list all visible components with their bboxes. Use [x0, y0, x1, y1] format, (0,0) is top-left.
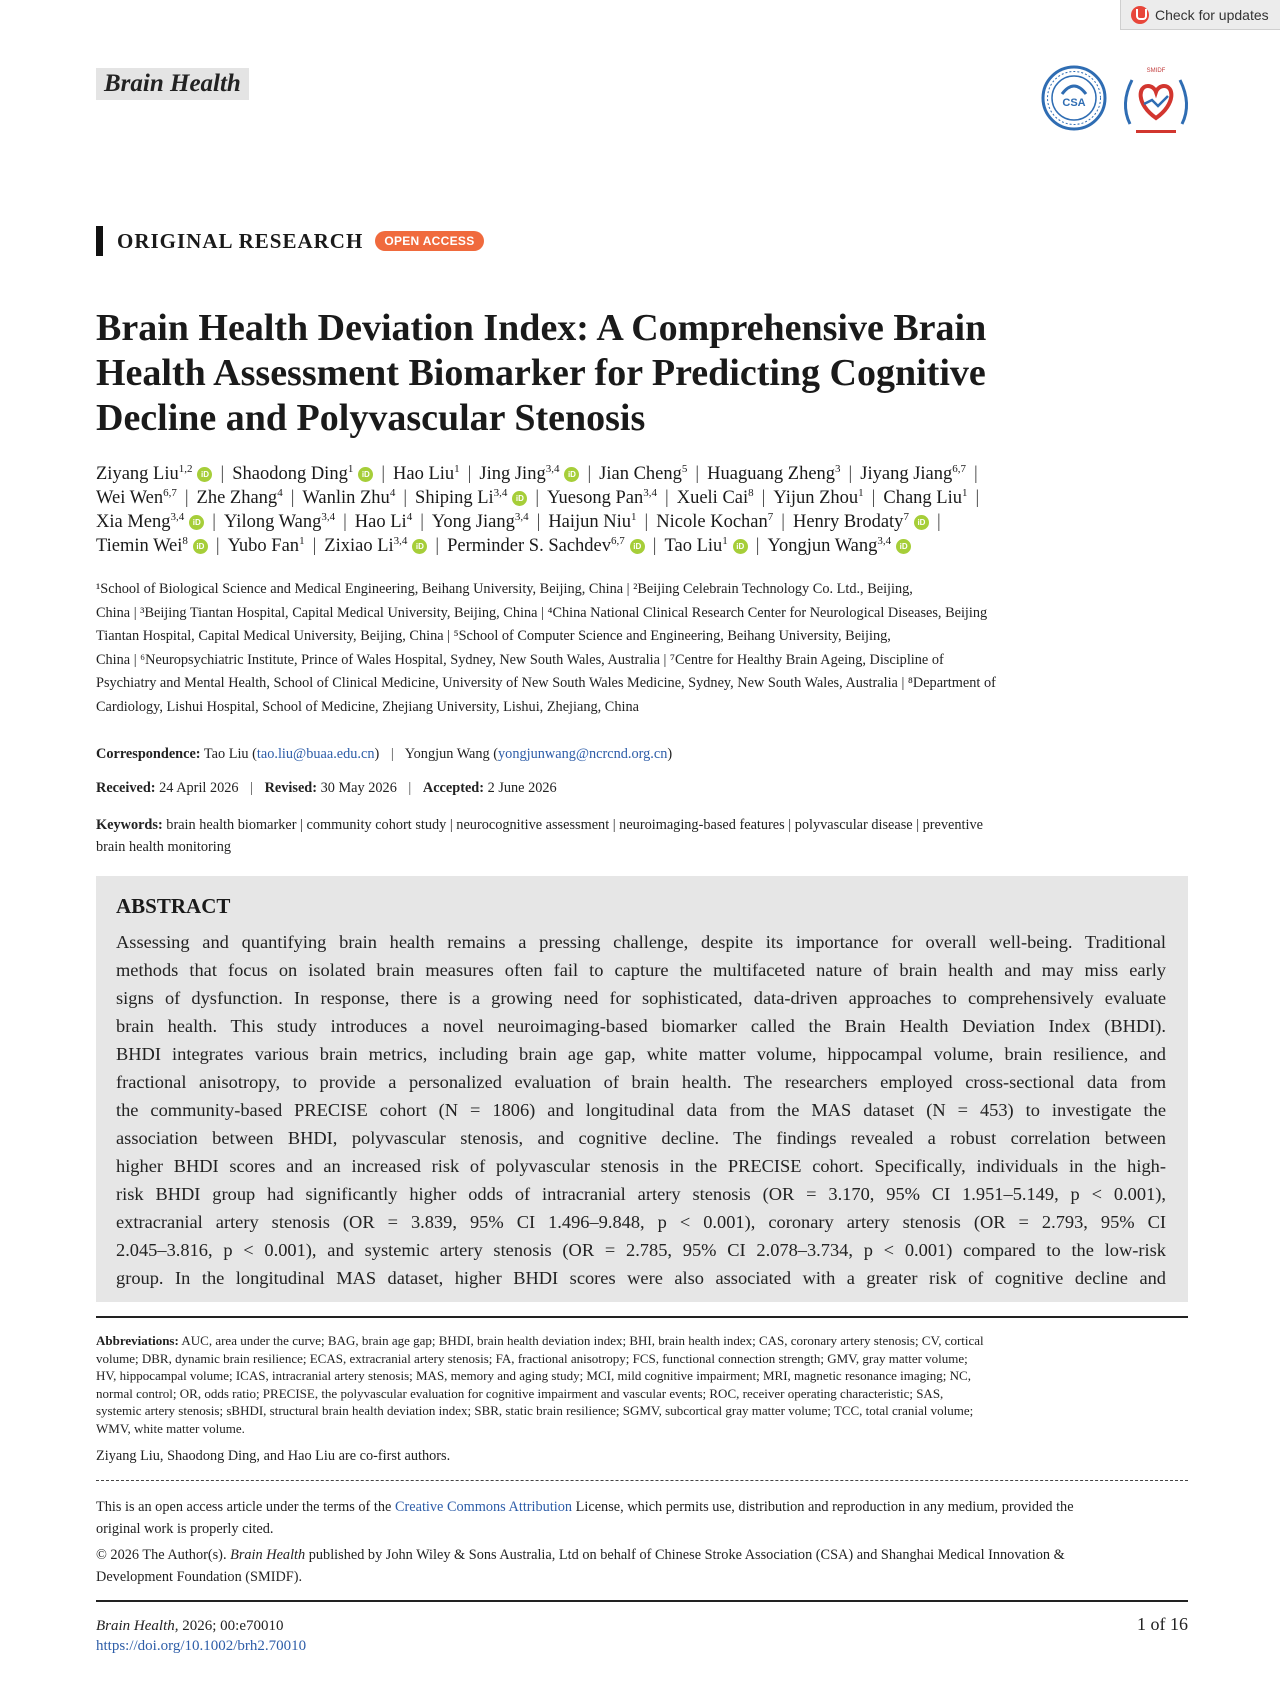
copyright-statement [96, 1544, 1188, 1588]
author-affiliation-sup: 8 [182, 534, 188, 547]
csa-logo [1040, 64, 1108, 132]
correspondence-label: Correspondence: [96, 746, 201, 762]
abbreviations-line: HV, hippocampal volume; ICAS, intracranial artery stenosis; MAS, memory and aging study; MCI, mild cognitive impairment; MRI, magnetic resonance imaging; NC, [96, 1368, 971, 1383]
author-affiliation-sup: 4 [406, 510, 413, 523]
license-statement [96, 1496, 1188, 1540]
correspondent-name: Tao Liu [203, 746, 249, 762]
author-name: Xueli Cai [676, 488, 749, 508]
author-affiliation-sup: 5 [681, 462, 688, 475]
abstract-line: risk BHDI group had significantly higher odds of intracranial artery stenosis (OR = 3.170, 95% CI 1.951–5.149, p < 0.001), [116, 1184, 1166, 1204]
abbreviations-line: volume; DBR, dynamic brain resilience; ECAS, extracranial artery stenosis; FA, fractional anisotropy; FCS, functional connection strength; GMV, gray matter volume; [96, 1350, 968, 1366]
author-separator: | [848, 464, 853, 484]
orcid-icon[interactable]: iD [896, 539, 911, 554]
abstract-line: extracranial artery stenosis (OR = 3.839, 95% CI 1.496–9.848, p < 0.001), coronary artery stenosis (OR = 2.793, 95% CI [116, 1212, 1166, 1232]
revised-label: Revised: [264, 780, 318, 796]
author-separator: | [420, 512, 424, 532]
title-line: Decline and Polyvascular Stenosis [96, 397, 646, 439]
check-for-updates-label: Check for updates [1155, 6, 1269, 23]
author-affiliation-sup: 3,4 [643, 486, 657, 499]
separator: | [250, 780, 254, 796]
author-separator: | [974, 464, 978, 484]
abstract-line: brain health. This study introduces a novel neuroimaging-based biomarker called the Brain Health Deviation Index (BHDI). [116, 1016, 1166, 1036]
author-affiliation-sup: 3,4 [545, 462, 560, 475]
author-name: Hao Li [354, 512, 407, 532]
author-line [96, 486, 1206, 510]
author-separator: | [644, 512, 649, 532]
author-affiliation-sup: 3,4 [393, 534, 408, 547]
author-affiliation-sup: 1 [347, 462, 354, 475]
license-text: This is an open access article under the terms of the [96, 1499, 392, 1515]
check-for-updates-button[interactable] [1120, 0, 1280, 30]
author-separator: | [435, 536, 440, 556]
author-separator: | [467, 464, 472, 484]
orcid-icon[interactable]: iD [733, 539, 748, 554]
affiliation-line: ¹School of Biological Science and Medical Engineering, Beihang University, Beijing, China | ²Beijing Celebrain Technology Co. Ltd., Beijing, [96, 581, 913, 597]
author-separator: | [665, 488, 669, 508]
abbreviations-line: WMV, white matter volume. [96, 1420, 245, 1436]
author-affiliation-sup: 1 [631, 510, 637, 523]
crossmark-icon [1131, 6, 1149, 24]
author-separator: | [761, 488, 766, 508]
author-name: Ziyang Liu [96, 464, 179, 484]
article-title [96, 306, 1196, 441]
author-affiliation-sup: 7 [767, 510, 774, 523]
received-date: 24 April 2026 [159, 780, 239, 796]
author-name: Tiemin Wei [96, 536, 183, 556]
author-separator: | [381, 464, 386, 484]
orcid-icon[interactable]: iD [197, 467, 212, 482]
affiliation-line: China | ³Beijing Tiantan Hospital, Capital Medical University, Beijing, China | ⁴China National Clinical Research Center for Neurological Diseases, Beijing [96, 604, 988, 621]
copyright-text: Development Foundation (SMIDF). [96, 1569, 303, 1585]
author-name: Yuesong Pan [547, 488, 644, 508]
received-label: Received: [96, 780, 156, 796]
abbreviations-line: systemic artery stenosis; sBHDI, structural brain health deviation index; SBR, static brain resilience; SGMV, subcortical gray matter volume; TCC, total cranial volume; [96, 1403, 974, 1418]
footer-divider [96, 1600, 1188, 1602]
author-affiliation-sup: 3 [835, 462, 841, 475]
author-name: Zhe Zhang [196, 488, 278, 508]
author-affiliation-sup: 3,4 [493, 486, 508, 499]
orcid-icon[interactable]: iD [564, 467, 579, 482]
abstract-line: BHDI integrates various brain metrics, including brain age gap, white matter volume, hippocampal volume, brain resilience, and [116, 1044, 1166, 1064]
society-logos [1040, 64, 1196, 140]
license-text: original work is properly cited. [96, 1521, 274, 1537]
author-affiliation-sup: 3,4 [514, 510, 529, 523]
dashed-divider [96, 1480, 1188, 1481]
abstract-line: fractional anisotropy, to provide a personalized evaluation of brain health. The researchers employed cross-sectional data from [116, 1072, 1166, 1092]
license-text: License, which permits use, distribution and reproduction in any medium, provided the [575, 1499, 1074, 1515]
orcid-icon[interactable]: iD [358, 467, 373, 482]
author-name: Tao Liu [664, 536, 723, 556]
author-name: Nicole Kochan [656, 512, 768, 532]
author-separator: | [587, 464, 592, 484]
author-separator: | [312, 536, 317, 556]
abstract-line: methods that focus on isolated brain measures often fail to capture the multifaceted nature of brain health and may miss early [116, 960, 1166, 980]
csa-logo-text: CSA [1062, 97, 1086, 109]
abbreviations-line: AUC, area under the curve; BAG, brain age gap; BHDI, brain health deviation index; BHI, brain health index; CAS, coronary artery stenosis; CV, cortical [181, 1333, 984, 1348]
author-affiliation-sup: 4 [277, 486, 283, 499]
author-separator: | [652, 536, 657, 556]
title-line: Brain Health Deviation Index: A Comprehensive Brain [96, 307, 987, 349]
author-separator: | [343, 512, 347, 532]
author-separator: | [184, 488, 189, 508]
author-separator: | [975, 488, 980, 508]
author-affiliation-sup: 1 [454, 462, 460, 475]
smidf-logo [1116, 64, 1196, 140]
author-name: Jing Jing [479, 464, 546, 484]
abbreviations-label: Abbreviations: [96, 1333, 179, 1348]
author-line [96, 510, 1206, 534]
open-access-badge: OPEN ACCESS [375, 231, 483, 251]
orcid-icon[interactable]: iD [512, 491, 527, 506]
author-affiliation-sup: 3,4 [321, 510, 336, 523]
abstract-line: signs of dysfunction. In response, there is a growing need for sophisticated, data-driven approaches to comprehensively evaluate [116, 988, 1166, 1008]
author-separator: | [220, 464, 225, 484]
keywords-text: brain health biomarker | community cohort study | neurocognitive assessment | neuroimaging-based features | polyvascular disease | preventive [166, 817, 983, 833]
co-first-authors-note: Ziyang Liu, Shaodong Ding, and Hao Liu are co-first authors. [96, 1448, 451, 1464]
affiliation-line: China | ⁶Neuropsychiatric Institute, Prince of Wales Hospital, Sydney, New South Wales, Australia | ⁷Centre for Healthy Brain Ageing, Discipline of [96, 651, 944, 668]
separator: | [408, 780, 412, 796]
correspondence: Correspondence: Tao Liu (tao.liu@buaa.edu.cn) | Yongjun Wang (yongjunwang@ncrcnd.org.cn) [96, 746, 673, 762]
abstract-box [96, 876, 1188, 1302]
abstract-body [116, 928, 1166, 1292]
smidf-logo-text: SMIDF [1146, 68, 1166, 74]
author-line [96, 534, 1206, 558]
abstract-line: group. In the longitudinal MAS dataset, higher BHDI scores were also associated with a greater risk of cognitive decline and [116, 1268, 1166, 1288]
copyright-prefix: © 2026 The Author(s). [96, 1547, 227, 1563]
affiliation-line: Tiantan Hospital, Capital Medical University, Beijing, China | ⁵School of Computer Science and Engineering, Beihang University, Beijing, [96, 628, 891, 644]
author-separator: | [403, 488, 408, 508]
author-name: Henry Brodaty [792, 512, 904, 532]
affiliation-line: Psychiatry and Mental Health, School of Clinical Medicine, University of New South Wales Medicine, Sydney, New South Wales, Australia | ⁸Department of [96, 675, 996, 691]
orcid-icon[interactable]: iD [193, 539, 208, 554]
author-name: Wei Wen [96, 488, 164, 508]
article-type [96, 226, 484, 256]
copyright-journal: Brain Health [230, 1547, 306, 1563]
author-name: Perminder S. Sachdev [447, 536, 612, 556]
author-name: Yongjun Wang [767, 536, 878, 556]
author-affiliation-sup: 6,7 [611, 534, 625, 547]
author-affiliation-sup: 1 [858, 486, 864, 499]
article-dates [96, 780, 1206, 797]
author-name: Yijun Zhou [773, 488, 859, 508]
keywords-text: brain health monitoring [96, 839, 231, 855]
title-line: Health Assessment Biomarker for Predicting Cognitive [96, 352, 986, 394]
abstract-line: 2.045–3.816, p < 0.001), and systemic artery stenosis (OR = 2.785, 95% CI 2.078–3.734, p < 0.001) compared to the low-risk [116, 1240, 1166, 1260]
author-separator: | [695, 464, 700, 484]
orcid-icon[interactable]: iD [630, 539, 645, 554]
author-affiliation-sup: 8 [748, 486, 754, 499]
author-line [96, 462, 1206, 486]
footer-volume: 2026; 00:e70010 [182, 1618, 284, 1634]
author-affiliation-sup: 6,7 [163, 486, 177, 499]
affiliations [96, 578, 1206, 719]
footer-citation [96, 1616, 306, 1656]
author-name: Hao Liu [393, 464, 455, 484]
footer-journal: Brain Health, [96, 1618, 179, 1634]
author-separator: | [215, 536, 220, 556]
abbreviations [96, 1332, 1188, 1437]
orcid-icon[interactable]: iD [189, 515, 204, 530]
email-link[interactable]: yongjunwang@ncrcnd.org.cn [498, 746, 668, 762]
abstract-line: higher BHDI scores and an increased risk of polyvascular stenosis in the PRECISE cohort. Specifically, individuals in the high- [116, 1156, 1166, 1176]
author-name: Zixiao Li [324, 536, 394, 556]
author-affiliation-sup: 4 [389, 486, 396, 499]
divider [96, 1316, 1188, 1318]
author-affiliation-sup: 3,4 [170, 510, 185, 523]
author-separator: | [536, 512, 541, 532]
author-name: Jian Cheng [599, 464, 682, 484]
author-name: Huaguang Zheng [707, 464, 836, 484]
author-list [96, 462, 1206, 558]
abstract-line: association between BHDI, polyvascular stenosis, and cognitive decline. The findings revealed a robust correlation between [116, 1128, 1166, 1148]
author-affiliation-sup: 1 [722, 534, 728, 547]
keywords [96, 814, 1206, 858]
author-separator: | [290, 488, 295, 508]
author-name: Wanlin Zhu [302, 488, 390, 508]
author-separator: | [535, 488, 540, 508]
author-name: Shiping Li [415, 488, 494, 508]
author-name: Yong Jiang [431, 512, 515, 532]
author-separator: | [212, 512, 216, 532]
section-bar [96, 226, 103, 256]
article-type-label: ORIGINAL RESEARCH [117, 228, 364, 253]
abstract-line: Assessing and quantifying brain health remains a pressing challenge, despite its importance for overall well-being. Traditional [116, 932, 1166, 952]
doi-link[interactable]: https://doi.org/10.1002/brh2.70010 [96, 1638, 307, 1654]
orcid-icon[interactable]: iD [914, 515, 929, 530]
author-affiliation-sup: 6,7 [952, 462, 966, 475]
author-name: Jiyang Jiang [860, 464, 953, 484]
abbreviations-line: normal control; OR, odds ratio; PRECISE, the polyvascular evaluation for cognitive impairment and vascular events; ROC, receiver operating characteristic; SAS, [96, 1385, 944, 1401]
email-link[interactable]: tao.liu@buaa.edu.cn [256, 746, 375, 762]
author-affiliation-sup: 7 [903, 510, 909, 523]
author-name: Chang Liu [883, 488, 962, 508]
author-affiliation-sup: 1,2 [178, 462, 193, 475]
journal-name: Brain Health [96, 68, 249, 100]
author-name: Yilong Wang [223, 512, 322, 532]
separator: | [390, 746, 394, 762]
copyright-text: published by John Wiley & Sons Australia, Ltd on behalf of Chinese Stroke Association (CSA) and Shanghai Medical Innovation & [308, 1547, 1065, 1563]
author-separator: | [781, 512, 785, 532]
abstract-line: the community-based PRECISE cohort (N = 1806) and longitudinal data from the MAS dataset (N = 453) to investigate the [116, 1100, 1166, 1120]
page-number: 1 of 16 [1137, 1614, 1188, 1634]
affiliation-line: Cardiology, Lishui Hospital, School of Medicine, Zhejiang University, Lishui, Zhejiang, China [96, 698, 639, 715]
abstract-heading: ABSTRACT [116, 894, 231, 918]
keywords-label: Keywords: [96, 817, 163, 833]
author-name: Xia Meng [96, 512, 171, 532]
author-name: Yubo Fan [227, 536, 300, 556]
author-name: Shaodong Ding [232, 464, 348, 484]
accepted-label: Accepted: [422, 780, 485, 796]
correspondent-name: Yongjun Wang [404, 746, 490, 762]
author-separator: | [871, 488, 876, 508]
author-affiliation-sup: 3,4 [877, 534, 892, 547]
author-affiliation-sup: 1 [962, 486, 968, 499]
author-name: Haijun Niu [548, 512, 632, 532]
accepted-date: 2 June 2026 [487, 780, 557, 796]
author-affiliation-sup: 1 [299, 534, 305, 547]
orcid-icon[interactable]: iD [412, 539, 427, 554]
author-separator: | [936, 512, 941, 532]
author-separator: | [755, 536, 760, 556]
revised-date: 30 May 2026 [320, 780, 397, 796]
license-link[interactable]: Creative Commons Attribution [394, 1499, 573, 1515]
